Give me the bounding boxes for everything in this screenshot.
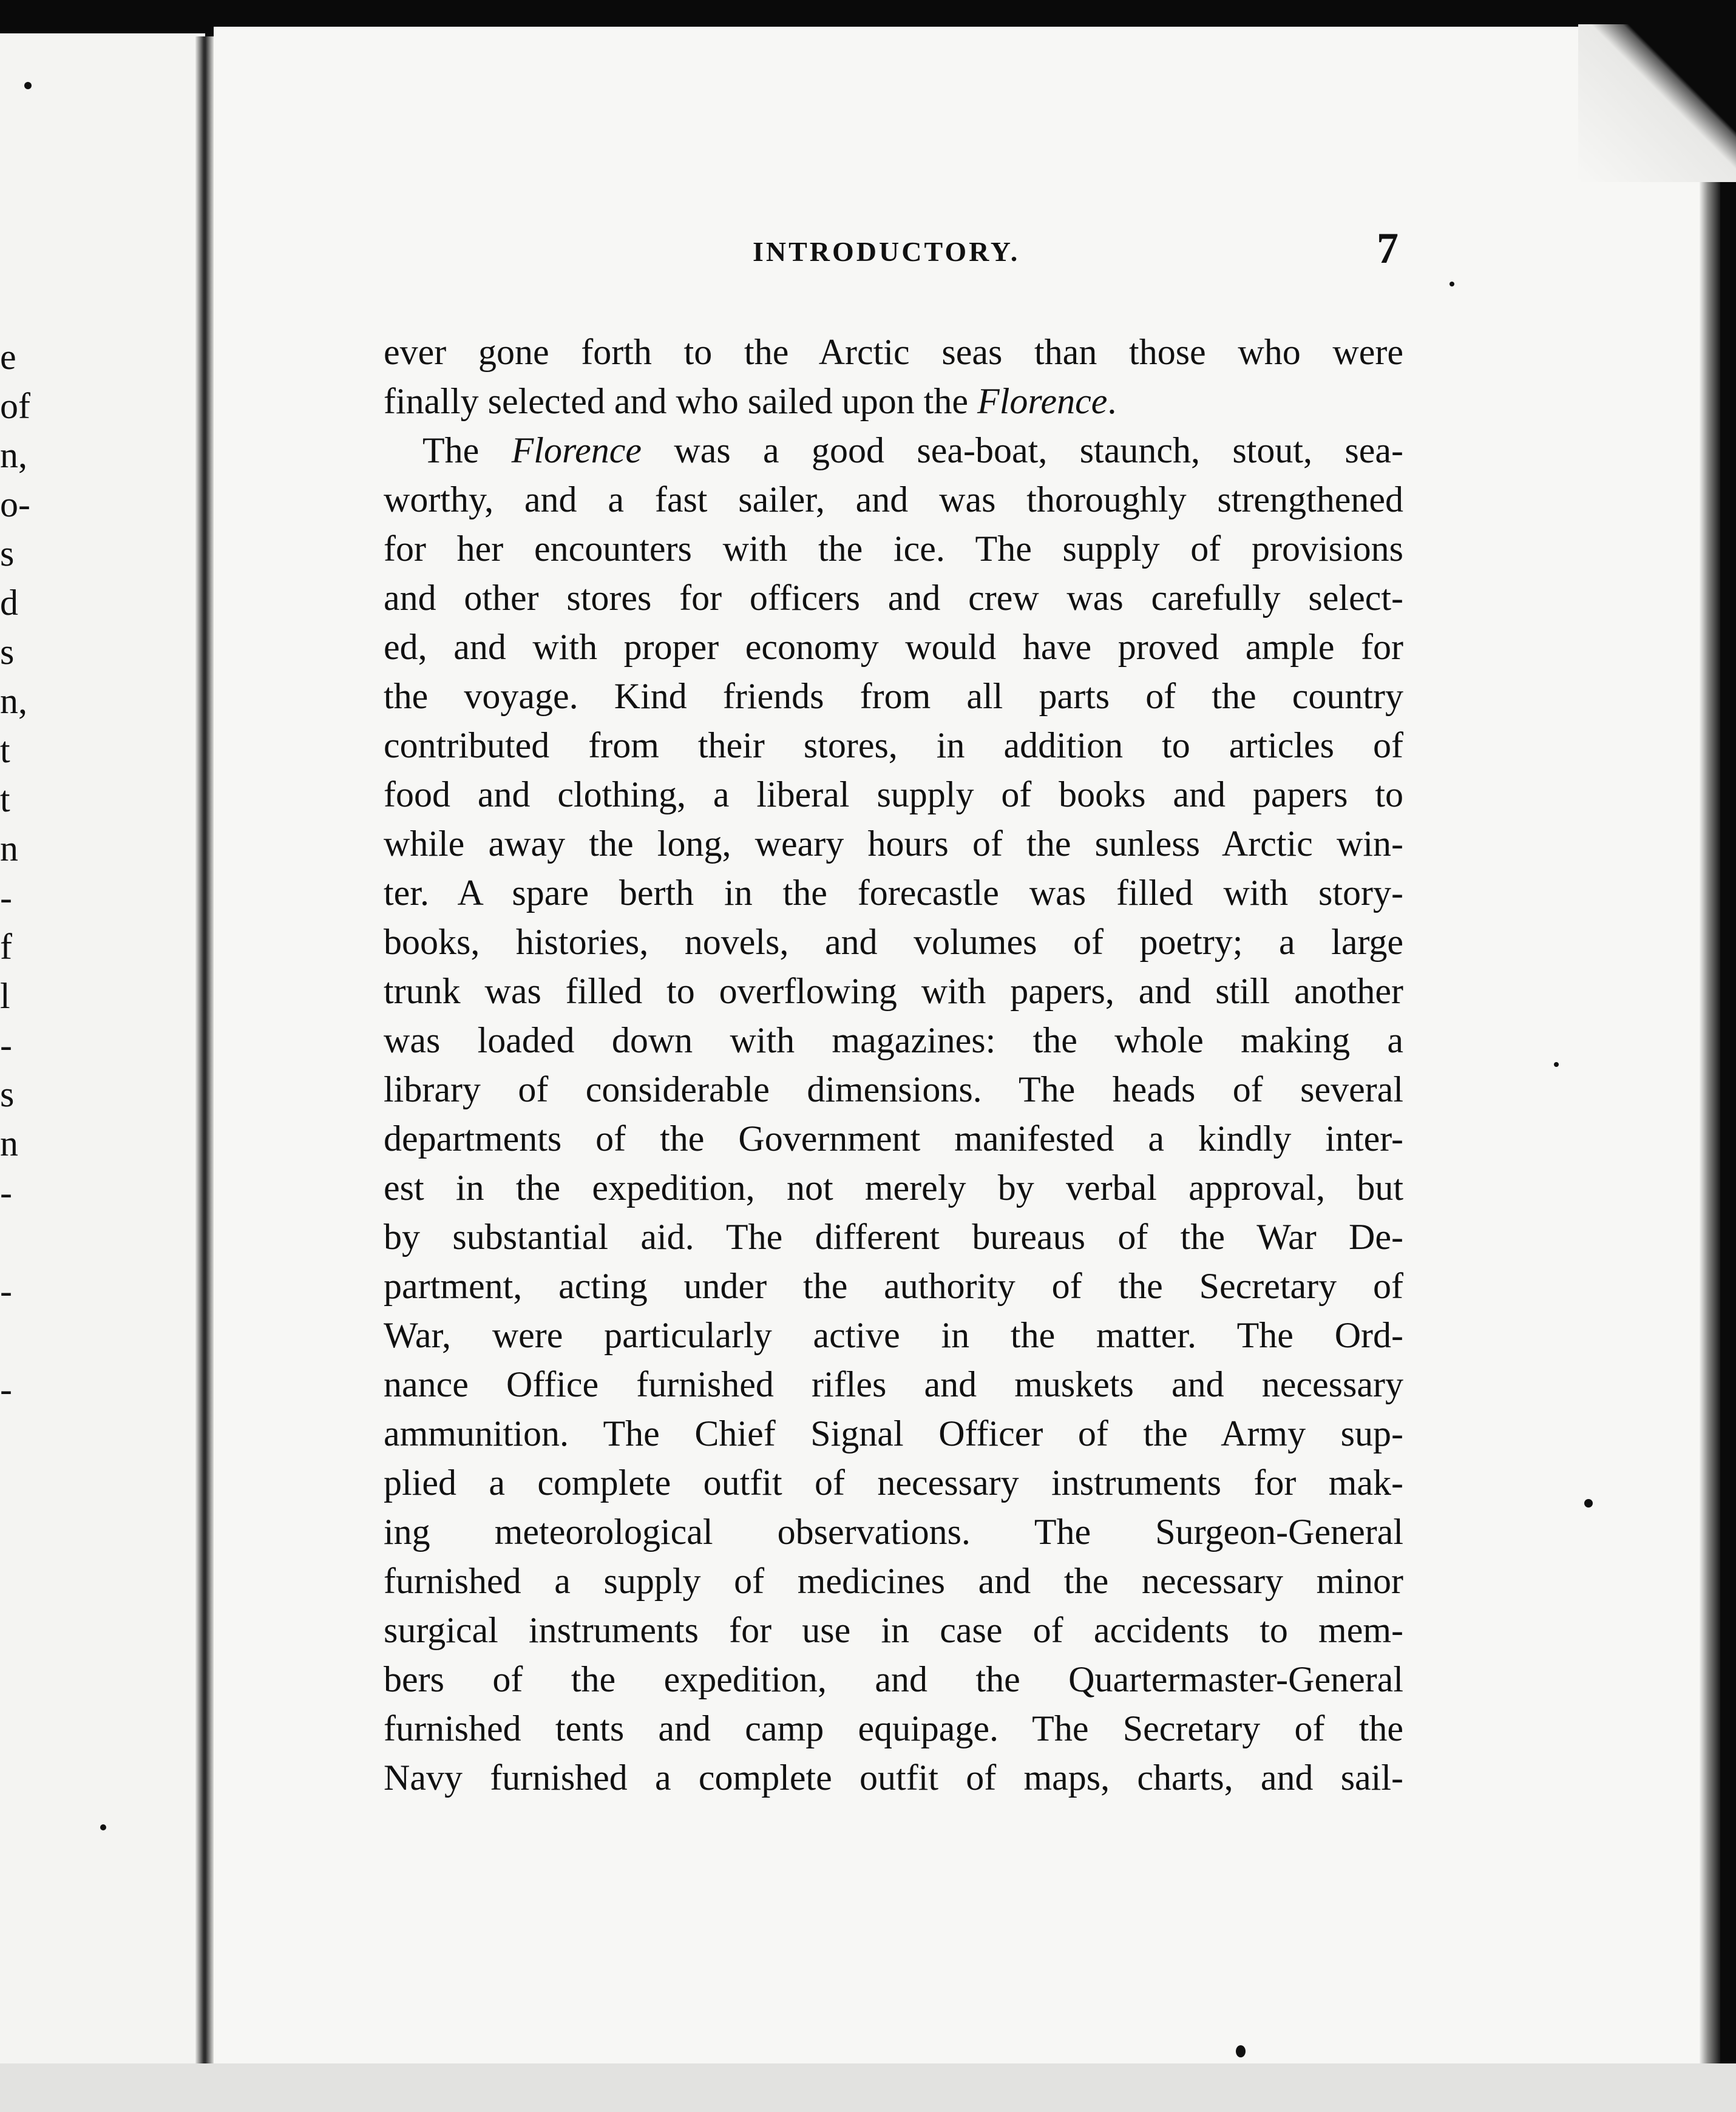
text-line: while away the long, weary hours of the sunless Arctic win- [384,824,1403,864]
scan-speck [1236,2045,1246,2057]
book-gutter [195,36,214,2063]
scan-speck [1554,1062,1559,1067]
text-line: Navy furnished a complete outfit of maps, charts, and sail- [384,1758,1403,1798]
facing-page-fragment [0,1414,24,1463]
facing-page-fragment: o- [0,484,30,524]
text-line: trunk was filled to overflowing with papers, and still another [384,971,1403,1011]
text-line: finally selected and who sailed upon the Florence. [384,381,1117,421]
scan-speck [100,1824,106,1830]
facing-page-fragment: s [0,533,15,574]
facing-page-fragment: n [0,828,18,868]
text-line: was loaded down with magazines: the whole making a [384,1020,1403,1060]
facing-page-edge [0,33,205,2066]
facing-page-fragment: - [0,1369,12,1409]
text-line: by substantial aid. The different bureaus of the War De- [384,1217,1403,1257]
text-line: ing meteorological observations. The Surgeon-General [384,1512,1403,1552]
text-line: food and clothing, a liberal supply of books and papers to [384,774,1403,814]
body-text [384,328,1403,1802]
text-line: ever gone forth to the Arctic seas than those who were [384,332,1403,372]
text-line: ed, and with proper economy would have proved ample for [384,627,1403,667]
text-line: furnished a supply of medicines and the necessary minor [384,1561,1403,1601]
facing-page-fragment: e [0,337,16,377]
text-line: books, histories, novels, and volumes of poetry; a large [384,922,1403,962]
page-edge-shadow [1700,158,1720,2076]
facing-page-fragment: s [0,632,15,672]
facing-page-text-fragments [0,333,30,1463]
text-line: bers of the expedition, and the Quartermaster-General [384,1659,1403,1699]
scan-speck [24,82,32,89]
bottom-margin-strip [0,2063,1736,2112]
ship-name: Florence [511,430,642,470]
page-number: 7 [1377,224,1399,272]
scan-speck [1449,282,1454,286]
facing-page-fragment: n [0,1123,18,1163]
facing-page-fragment: of [0,386,30,426]
text-line: War, were particularly active in the matter. The Ord- [384,1315,1403,1355]
text-line: ammunition. The Chief Signal Officer of the Army sup- [384,1413,1403,1454]
text-line: for her encounters with the ice. The supply of provisions [384,529,1403,569]
text-line: furnished tents and camp equipage. The Secretary of the [384,1708,1403,1748]
facing-page-fragment: d [0,583,18,623]
scan-speck [1584,1499,1593,1508]
facing-page-fragment: - [0,878,12,918]
text-line: the voyage. Kind friends from all parts of the country [384,676,1403,716]
text-line: The Florence was a good sea-boat, staunch, stout, sea- [422,430,1403,470]
text-line: nance Office furnished rifles and muskets and necessary [384,1364,1403,1404]
facing-page-fragment [0,1217,24,1267]
text-line: and other stores for officers and crew was carefully select- [384,578,1403,618]
text-line: est in the expedition, not merely by verbal approval, but [384,1168,1403,1208]
facing-page-fragment: - [0,1173,12,1213]
facing-page-fragment: t [0,730,10,770]
facing-page-fragment: n, [0,681,27,721]
text-line: partment, acting under the authority of the Secretary of [384,1266,1403,1306]
text-line: contributed from their stores, in addition to articles of [384,725,1403,765]
facing-page-fragment: - [0,1025,12,1065]
text-line: library of considerable dimensions. The heads of several [384,1069,1403,1109]
facing-page-fragment: t [0,779,10,819]
facing-page-fragment: l [0,976,10,1016]
text-line: ter. A spare berth in the forecastle was filled with story- [384,873,1403,913]
text-line: plied a complete outfit of necessary instruments for mak- [384,1463,1403,1503]
facing-page-fragment: - [0,1271,12,1311]
running-head: INTRODUCTORY. [753,236,1020,267]
ship-name: Florence [977,381,1108,421]
dog-eared-corner [1578,24,1736,182]
facing-page-fragment: f [0,927,12,967]
text-line: surgical instruments for use in case of accidents to mem- [384,1610,1403,1650]
text-line: departments of the Government manifested a kindly inter- [384,1119,1403,1159]
facing-page-fragment [0,1316,24,1365]
facing-page-fragment: n, [0,435,27,475]
text-line: worthy, and a fast sailer, and was thoroughly strengthened [384,479,1403,520]
facing-page-fragment: s [0,1074,15,1114]
